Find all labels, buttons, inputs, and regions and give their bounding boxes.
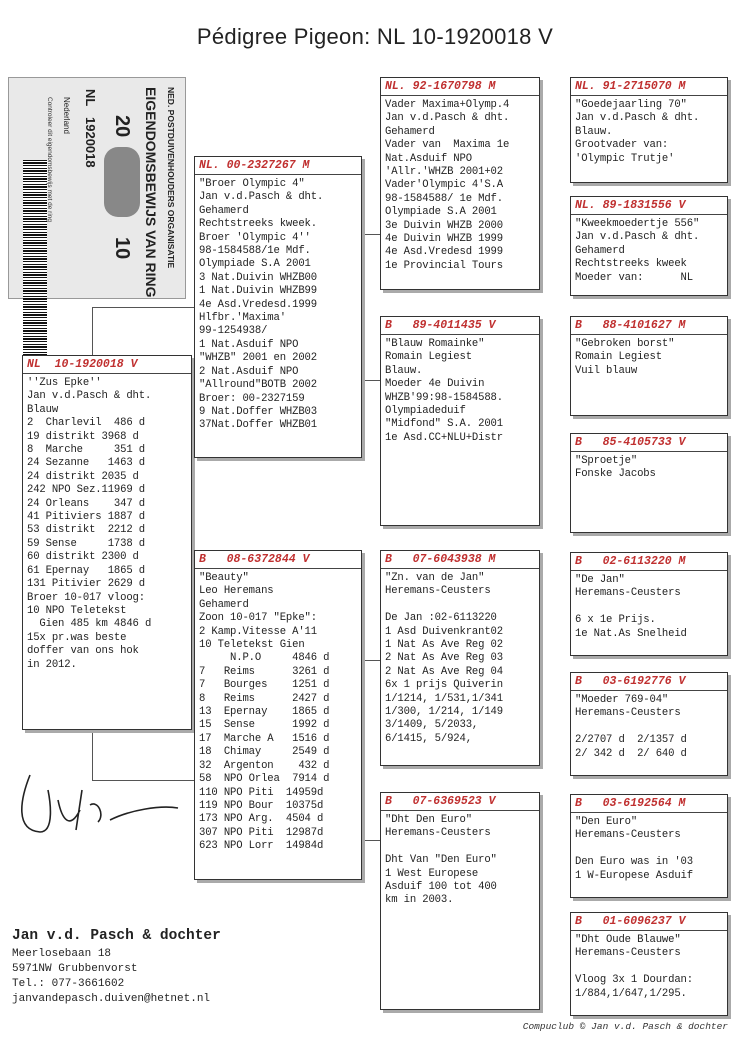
pedigree-line: 10 Teletekst Gien — [199, 639, 305, 652]
pedigree-line: 'Olympic Trutje' — [575, 152, 675, 165]
pedigree-line: 2 Charlevil 486 d — [27, 417, 145, 430]
pedigree-line: Zoon 10-017 "Epke": — [199, 612, 317, 625]
ring-number: B 02-6113220 M — [571, 555, 727, 571]
pedigree-line: 3/1409, 5/2033, — [385, 719, 479, 732]
pedigree-line: Gien 485 km 4846 d — [27, 618, 152, 631]
pedigree-line: Blauw. — [385, 364, 423, 377]
pedigree-line: 119 NPO Bour 10375d — [199, 799, 324, 812]
pedigree-line: 6x 1 prijs Quiverin — [385, 679, 503, 692]
pedigree-text — [385, 572, 535, 746]
pigeon-card-fmm — [570, 433, 728, 533]
pedigree-line: 131 Pitivier 2629 d — [27, 578, 145, 591]
pedigree-line: WHZB'99:98-1584588. — [385, 391, 503, 404]
pedigree-line: doffer van ons hok — [27, 645, 139, 658]
pedigree-line: 24 Orleans 347 d — [27, 497, 145, 510]
ring-number: B 85-4105733 V — [571, 436, 727, 452]
pigeon-card-mother — [194, 550, 362, 880]
pedigree-line: 15 Sense 1992 d — [199, 719, 330, 732]
pedigree-line: "Den Euro" — [575, 816, 638, 828]
ring-number: NL 10-1920018 V — [23, 358, 191, 374]
pedigree-line: Fonske Jacobs — [575, 468, 656, 481]
ring-number: B 07-6043938 M — [381, 553, 539, 569]
pedigree-line: 1/300, 1/214, 1/149 — [385, 706, 503, 719]
pedigree-line: "Allround"BOTB 2002 — [199, 379, 317, 392]
connector-line — [362, 380, 382, 381]
pedigree-text — [575, 816, 723, 883]
pedigree-line: 8 Reims 2427 d — [199, 692, 330, 705]
pedigree-line: Blauw. — [575, 125, 613, 138]
ring-number: B 03-6192776 V — [571, 675, 727, 691]
pedigree-line: Broer 'Olympic 4'' — [199, 231, 311, 244]
pedigree-line: Heremans-Ceusters — [385, 827, 491, 840]
pedigree-line: Vader Maxima+Olymp.4 — [385, 99, 510, 111]
pedigree-line: Rechtstreeks kweek. — [199, 218, 317, 231]
ring-number: B 07-6369523 V — [381, 795, 539, 811]
pedigree-line: Jan v.d.Pasch & dht. — [385, 112, 510, 125]
pedigree-line: 24 distrikt 2035 d — [27, 470, 139, 483]
pedigree-line: Blauw — [27, 403, 59, 416]
pedigree-text — [575, 455, 723, 482]
pedigree-text — [385, 99, 535, 273]
ring-number: NL. 91-2715070 M — [571, 80, 727, 96]
pedigree-line: Vader van Maxima 1e — [385, 139, 510, 152]
pedigree-line: Jan v.d.Pasch & dht. — [575, 112, 700, 125]
pedigree-line: 98-1584588/ 1e Mdf. — [385, 192, 503, 205]
pedigree-line: Grootvader van: — [575, 139, 669, 152]
pedigree-line: Olympiadeduif — [385, 405, 466, 418]
pedigree-line: Heremans-Ceusters — [575, 947, 681, 960]
pedigree-text — [575, 694, 723, 761]
pigeon-card-mm — [380, 792, 540, 1010]
pedigree-line: 3 Nat.Duivin WHZB00 — [199, 271, 317, 284]
pedigree-text — [575, 574, 723, 641]
pedigree-line: 2/ 342 d 2/ 640 d — [575, 747, 687, 760]
pedigree-line: "Zn. van de Jan" — [385, 572, 485, 584]
connector-line — [92, 307, 93, 357]
pedigree-line: Vader'Olympic 4'S.A — [385, 179, 503, 192]
pedigree-line: Gehamerd — [199, 598, 249, 611]
pedigree-line: Heremans-Ceusters — [575, 707, 681, 720]
pedigree-line: 18 Chimay 2549 d — [199, 746, 330, 759]
pedigree-line: 8 Marche 351 d — [27, 444, 145, 457]
pedigree-line: 4e Duivin WHZB 1999 — [385, 233, 503, 246]
pedigree-line: Hlfbr.'Maxima' — [199, 312, 286, 325]
pedigree-line: "Sproetje" — [575, 455, 638, 467]
owner-phone: Tel.: 077-3661602 — [12, 978, 125, 990]
pedigree-line: Nat.Asduif NPO — [385, 152, 472, 165]
pedigree-line: 61 Epernay 1865 d — [27, 564, 145, 577]
pigeon-card-father — [194, 156, 362, 458]
pedigree-line: Gehamerd — [575, 244, 625, 257]
pedigree-line: 1 W-Europese Asduif — [575, 869, 693, 882]
ring-number: B 03-6192564 M — [571, 797, 727, 813]
pedigree-line: Gehamerd — [199, 204, 249, 217]
pigeon-card-mmm — [570, 912, 728, 1016]
pedigree-line: 2 Nat As Ave Reg 03 — [385, 652, 503, 665]
pedigree-line: Heremans-Ceusters — [575, 829, 681, 842]
pedigree-line — [575, 721, 723, 734]
connector-line — [362, 234, 363, 381]
pedigree-line: Heremans-Ceusters — [575, 587, 681, 600]
ring-card-year-right: 10 — [111, 237, 133, 260]
owner-name: Jan v.d. Pasch & dochter — [12, 928, 221, 944]
pedigree-line: Romain Legiest — [385, 351, 472, 364]
pedigree-line: 32 Argenton 432 d — [199, 759, 330, 772]
pedigree-line: 4e Asd.Vredesd.1999 — [199, 298, 317, 311]
pedigree-line: "Broer Olympic 4" — [199, 178, 305, 190]
pedigree-line: 7 Reims 3261 d — [199, 665, 330, 678]
pigeon-card-mmf — [570, 794, 728, 898]
ring-card-number: 1920018 — [83, 117, 98, 168]
pedigree-text — [385, 338, 535, 445]
connector-line — [92, 307, 196, 308]
pigeon-card-fmf — [570, 316, 728, 416]
pedigree-text — [575, 218, 723, 285]
ring-card-year-left: 20 — [111, 115, 133, 138]
pedigree-line: 1e Nat.As Snelheid — [575, 627, 687, 640]
lion-emblem — [104, 147, 140, 217]
pedigree-line: Vloog 3x 1 Dourdan: — [575, 974, 693, 987]
connector-line — [362, 660, 363, 841]
pedigree-text — [27, 377, 187, 672]
pedigree-line: "Kweekmoedertje 556" — [575, 218, 700, 230]
pedigree-line: Asduif 100 tot 400 — [385, 881, 497, 894]
pigeon-card-ff — [380, 77, 540, 290]
ring-number: B 89-4011435 V — [381, 319, 539, 335]
owner-city: 5971NW Grubbenvorst — [12, 963, 138, 975]
pedigree-line: "Gebroken borst" — [575, 338, 675, 350]
ring-card-footnote: Controleer dit eigendomsbewijs met de ring — [46, 97, 53, 223]
pedigree-text — [199, 178, 357, 433]
pedigree-line: 2 Nat As Ave Reg 04 — [385, 665, 503, 678]
owner-info — [12, 928, 221, 1007]
pedigree-line: 6 x 1e Prijs. — [575, 614, 656, 627]
ring-card-title: EIGENDOMSBEWIJS VAN RING — [143, 87, 159, 298]
pedigree-line: 'Allr.'WHZB 2001+02 — [385, 166, 503, 179]
pigeon-card-mff — [570, 552, 728, 656]
connector-line — [362, 660, 382, 661]
pedigree-line: 99-1254938/ — [199, 325, 268, 338]
pedigree-line: 24 Sezanne 1463 d — [27, 457, 145, 470]
pedigree-text — [575, 338, 723, 378]
pedigree-line: "Midfond" S.A. 2001 — [385, 418, 503, 431]
pedigree-line: 1e Provincial Tours — [385, 259, 503, 272]
pigeon-card-mfm — [570, 672, 728, 776]
pedigree-line: Jan v.d.Pasch & dht. — [27, 390, 152, 403]
pedigree-text — [575, 934, 723, 1001]
ring-card-sub: Nederland — [62, 97, 71, 134]
ring-card-header: NED. POSTDUIVENHOUDERS ORGANISATIE — [166, 87, 176, 269]
pedigree-line: 1e Asd.CC+NLU+Distr — [385, 431, 503, 444]
pedigree-line: ''Zus Epke'' — [27, 377, 102, 389]
pedigree-line: 1 Nat.Duivin WHZB99 — [199, 285, 317, 298]
ring-number: B 01-6096237 V — [571, 915, 727, 931]
pedigree-line: "Dht Den Euro" — [385, 814, 472, 826]
pedigree-line: 3e Duivin WHZB 2000 — [385, 219, 503, 232]
pedigree-line: 1/1214, 1/531,1/341 — [385, 692, 503, 705]
pedigree-line: 58 NPO Orlea 7914 d — [199, 773, 330, 786]
owner-email[interactable]: janvandepasch.duiven@hetnet.nl — [12, 993, 211, 1005]
pedigree-line: 1 Asd Duivenkrant02 — [385, 625, 503, 638]
pedigree-line: 13 Epernay 1865 d — [199, 706, 330, 719]
pedigree-line: 1 Nat As Ave Reg 02 — [385, 639, 503, 652]
pedigree-line: 37Nat.Doffer WHZB01 — [199, 419, 317, 432]
pedigree-line: 4e Asd.Vredesd 1999 — [385, 246, 503, 259]
pedigree-line: Heremans-Ceusters — [385, 585, 491, 598]
pedigree-line: "Moeder 769-04" — [575, 694, 669, 706]
pedigree-line: 10 NPO Teletekst — [27, 604, 127, 617]
ring-number: NL. 00-2327267 M — [195, 159, 361, 175]
ring-number: NL. 89-1831556 V — [571, 199, 727, 215]
pedigree-line: 110 NPO Piti 14959d — [199, 786, 324, 799]
pedigree-line: Broer 10-017 vloog: — [27, 591, 145, 604]
pedigree-line: 242 NPO Sez.11969 d — [27, 484, 145, 497]
pedigree-line: "WHZB" 2001 en 2002 — [199, 352, 317, 365]
pedigree-line: Leo Heremans — [199, 585, 274, 598]
pedigree-line: N.P.O 4846 d — [199, 652, 330, 665]
pedigree-line: in 2012. — [27, 658, 77, 671]
pedigree-line: 60 distrikt 2300 d — [27, 551, 139, 564]
footer-credit: Compuclub © Jan v.d. Pasch & dochter — [522, 1021, 728, 1032]
pedigree-line: "Goedejaarling 70" — [575, 99, 687, 111]
pigeon-card-mf — [380, 550, 540, 766]
pedigree-line: 2 Nat.Asduif NPO — [199, 365, 299, 378]
pedigree-line: Olympiade S.A 2001 — [385, 206, 497, 219]
pedigree-line: Den Euro was in '03 — [575, 856, 693, 869]
pedigree-line: 9 Nat.Doffer WHZB03 — [199, 405, 317, 418]
pedigree-line: 98-1584588/1e Mdf. — [199, 245, 311, 258]
pedigree-line: 2 Kamp.Vitesse A'11 — [199, 625, 317, 638]
pedigree-line: Jan v.d.Pasch & dht. — [199, 191, 324, 204]
pedigree-text — [385, 814, 535, 908]
pedigree-line: "De Jan" — [575, 574, 625, 586]
pigeon-card-ffm — [570, 196, 728, 296]
pedigree-line — [575, 601, 723, 614]
pedigree-line: 307 NPO Piti 12987d — [199, 826, 324, 839]
pedigree-line: Broer: 00-2327159 — [199, 392, 305, 405]
ring-card-image — [8, 77, 186, 299]
pedigree-line: "Dht Oude Blauwe" — [575, 934, 681, 946]
pedigree-line: "Blauw Romainke" — [385, 338, 485, 350]
pedigree-line: Dht Van "Den Euro" — [385, 854, 497, 867]
pedigree-line: Moeder 4e Duivin — [385, 378, 485, 391]
ring-number: B 88-4101627 M — [571, 319, 727, 335]
pedigree-line: Romain Legiest — [575, 351, 662, 364]
pedigree-line: 17 Marche A 1516 d — [199, 732, 330, 745]
pedigree-line: 6/1415, 5/924, — [385, 732, 472, 745]
pedigree-line — [385, 599, 535, 612]
connector-line — [362, 840, 382, 841]
pedigree-line — [385, 841, 535, 854]
pedigree-line: Olympiade S.A 2001 — [199, 258, 311, 271]
pedigree-line: 41 Pitiviers 1887 d — [27, 511, 145, 524]
owner-address: Meerlosebaan 18 — [12, 948, 112, 960]
pedigree-line: 173 NPO Arg. 4504 d — [199, 813, 324, 826]
pedigree-line: Moeder van: NL — [575, 271, 693, 284]
pedigree-line: Jan v.d.Pasch & dht. — [575, 231, 700, 244]
pedigree-line: 1 Nat.Asduif NPO — [199, 338, 299, 351]
pedigree-line: Vuil blauw — [575, 364, 638, 377]
pigeon-card-fff — [570, 77, 728, 183]
pigeon-card-fm — [380, 316, 540, 526]
pedigree-line: 1/884,1/647,1/295. — [575, 987, 687, 1000]
pedigree-line — [575, 961, 723, 974]
ring-card-country: NL — [83, 89, 98, 107]
pedigree-text — [575, 99, 723, 166]
pedigree-line — [575, 843, 723, 856]
pedigree-line: "Beauty" — [199, 572, 249, 584]
pedigree-text — [199, 572, 357, 854]
pedigree-line: 1 West Europese — [385, 867, 479, 880]
pedigree-line: 7 Bourges 1251 d — [199, 679, 330, 692]
pedigree-line: De Jan :02-6113220 — [385, 612, 497, 625]
handwritten-signature — [10, 760, 180, 850]
pigeon-card-subject — [22, 355, 192, 730]
pedigree-line: 59 Sense 1738 d — [27, 537, 145, 550]
pedigree-line: 53 distrikt 2212 d — [27, 524, 145, 537]
pedigree-line: km in 2003. — [385, 894, 454, 907]
pedigree-line: 19 distrikt 3968 d — [27, 430, 139, 443]
pedigree-line: Gehamerd — [385, 125, 435, 138]
pedigree-line: Rechtstreeks kweek — [575, 258, 687, 271]
pedigree-line: 623 NPO Lorr 14984d — [199, 840, 324, 853]
page-title: Pédigree Pigeon: NL 10-1920018 V — [196, 24, 554, 49]
ring-number: B 08-6372844 V — [195, 553, 361, 569]
connector-line — [362, 234, 382, 235]
pedigree-line: 15x pr.was beste — [27, 631, 127, 644]
ring-number: NL. 92-1670798 M — [381, 80, 539, 96]
pedigree-line: 2/2707 d 2/1357 d — [575, 734, 687, 747]
